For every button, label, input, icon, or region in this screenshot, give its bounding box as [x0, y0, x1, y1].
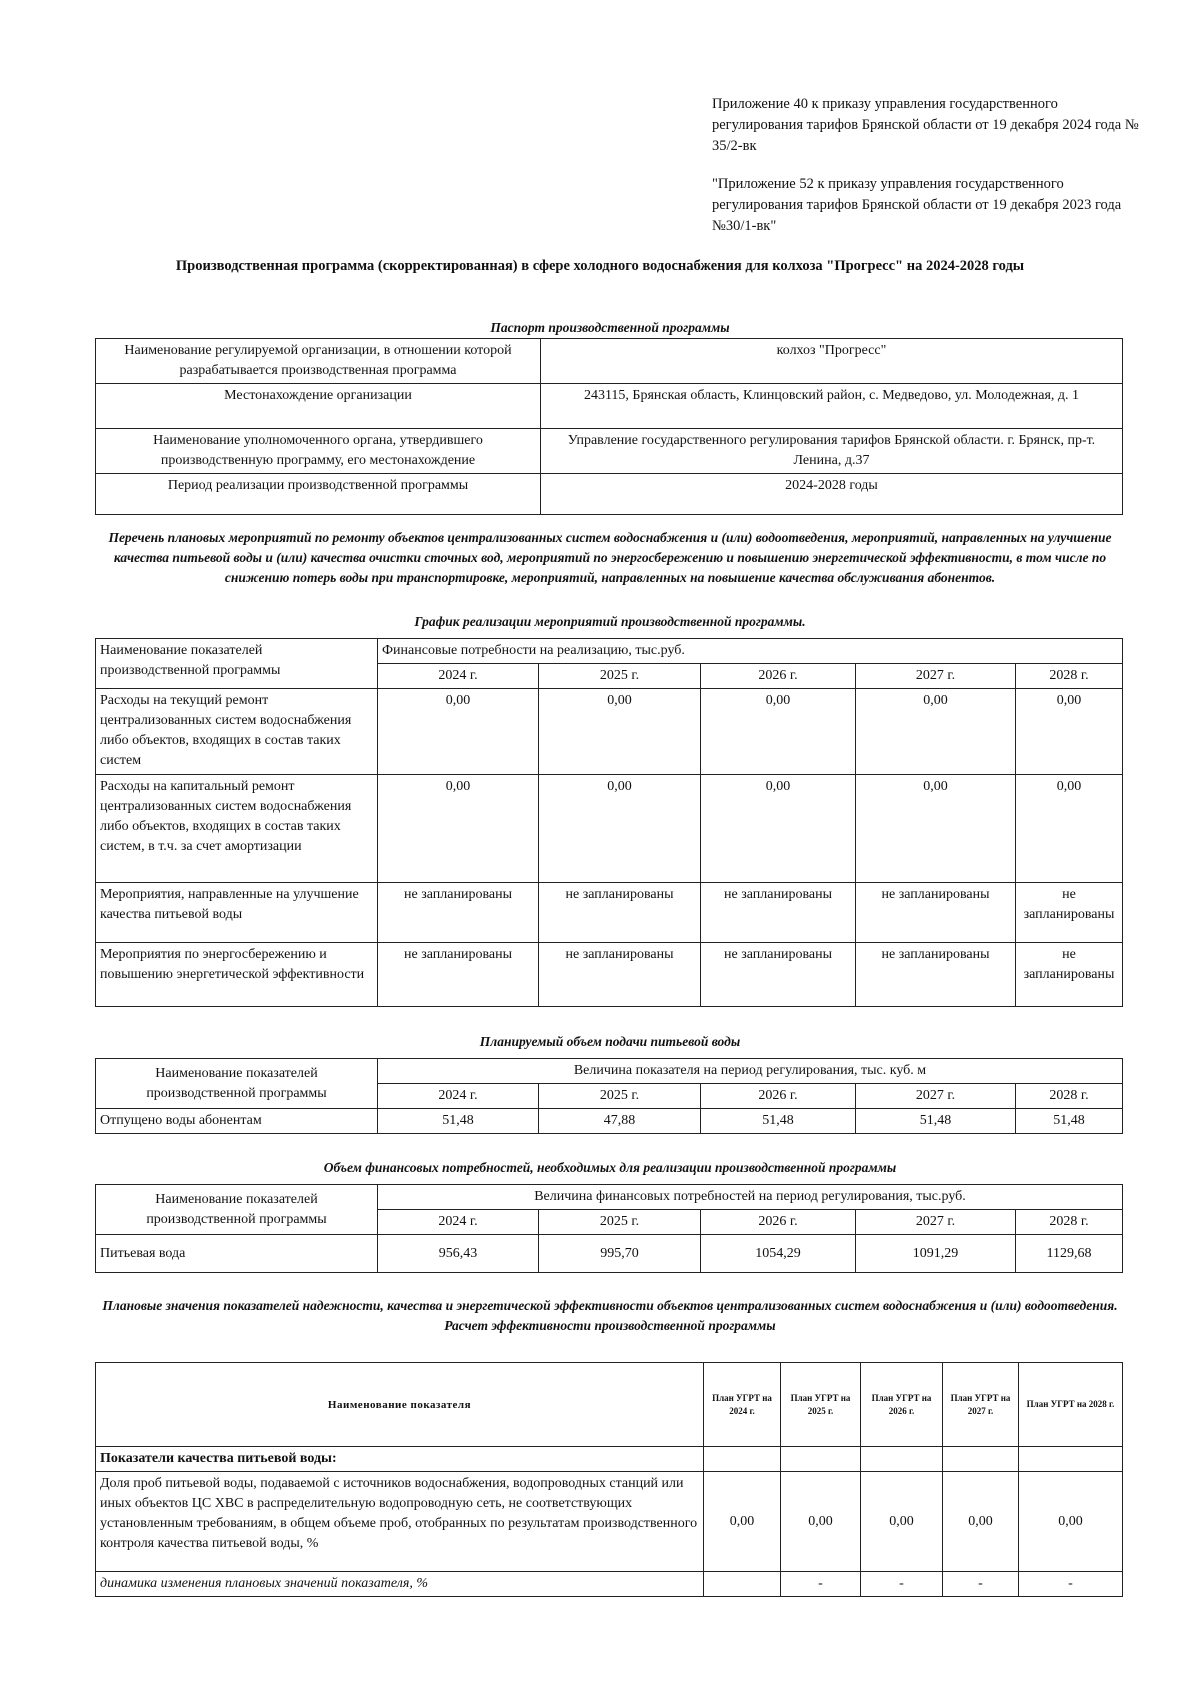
passport-caption: Паспорт производственной программы: [490, 320, 730, 335]
schedule-col-label: Наименование показателей производственной программы: [96, 639, 378, 689]
year-header: 2028 г.: [1016, 1084, 1123, 1109]
cell-value: 0,00: [378, 689, 539, 775]
passport-label: Местонахождение организации: [96, 384, 541, 429]
row-label: Мероприятия по энергосбережению и повышению энергетической эффективности: [96, 943, 378, 1007]
year-header: 2024 г.: [378, 664, 539, 689]
table-row: [96, 429, 1123, 474]
cell-value: -: [861, 1572, 943, 1597]
table-row: [96, 1472, 1123, 1572]
passport-value: Управление государственного регулирования тарифов Брянской области. г. Брянск, пр-т. Ленина, д.37: [541, 429, 1123, 474]
volume-caption: Планируемый объем подачи питьевой воды: [479, 1034, 741, 1049]
passport-table: [95, 338, 1123, 515]
finance-group-header: Величина финансовых потребностей на период регулирования, тыс.руб.: [378, 1185, 1123, 1210]
schedule-table: [95, 638, 1123, 1007]
plan-header: План УГРТ на 2026 г.: [861, 1363, 943, 1447]
cell-value: 51,48: [1016, 1109, 1123, 1134]
efficiency-caption: [95, 1296, 1125, 1336]
year-header: 2024 г.: [378, 1084, 539, 1109]
table-row: [96, 384, 1123, 429]
table-row: [96, 689, 1123, 775]
year-header: 2026 г.: [701, 1084, 856, 1109]
passport-value: колхоз "Прогресс": [541, 339, 1123, 384]
cell-value: 0,00: [781, 1472, 861, 1572]
row-label: динамика изменения плановых значений показателя, %: [96, 1572, 704, 1597]
table-row: [96, 1235, 1123, 1273]
cell-value: -: [781, 1572, 861, 1597]
row-label: Мероприятия, направленные на улучшение качества питьевой воды: [96, 883, 378, 943]
cell-value: -: [943, 1572, 1019, 1597]
table-row: [96, 1109, 1123, 1134]
cell-value: [704, 1572, 781, 1597]
cell-value: не запланированы: [856, 883, 1016, 943]
row-label: Питьевая вода: [96, 1235, 378, 1273]
cell-value: не запланированы: [1016, 943, 1123, 1007]
year-header: 2024 г.: [378, 1210, 539, 1235]
cell-value: не запланированы: [378, 943, 539, 1007]
year-header: 2027 г.: [856, 1084, 1016, 1109]
year-header: 2028 г.: [1016, 1210, 1123, 1235]
cell-value: 1091,29: [856, 1235, 1016, 1273]
passport-value: 2024-2028 годы: [541, 474, 1123, 515]
plan-header: План УГРТ на 2028 г.: [1019, 1363, 1123, 1447]
efficiency-header-label: Наименование показателя: [96, 1363, 704, 1447]
appendix-line-2: "Приложение 52 к приказу управления государственного регулирования тарифов Брянской области от 19 декабря 2023 года №30/1-вк": [712, 176, 1122, 234]
year-header: 2027 г.: [856, 1210, 1016, 1235]
year-header: 2025 г.: [539, 1084, 701, 1109]
passport-label: Наименование регулируемой организации, в отношении которой разрабатывается производственная программа: [96, 339, 541, 384]
cell-value: 0,00: [861, 1472, 943, 1572]
cell-value: не запланированы: [539, 883, 701, 943]
table-row: [96, 639, 1123, 664]
cell-value: 0,00: [1019, 1472, 1123, 1572]
cell-value: 0,00: [856, 689, 1016, 775]
cell-value: 0,00: [704, 1472, 781, 1572]
table-row: [96, 1059, 1123, 1084]
cell-value: 0,00: [701, 689, 856, 775]
table-row: [96, 943, 1123, 1007]
cell-value: 1054,29: [701, 1235, 856, 1273]
finance-caption: Объем финансовых потребностей, необходимых для реализации производственной программы: [323, 1160, 897, 1175]
cell-value: 51,48: [701, 1109, 856, 1134]
cell-value: 0,00: [701, 775, 856, 883]
table-row: [96, 1185, 1123, 1210]
cell-value: не запланированы: [539, 943, 701, 1007]
cell-value: 0,00: [378, 775, 539, 883]
cell-value: 51,48: [856, 1109, 1016, 1134]
cell-value: не запланированы: [701, 883, 856, 943]
schedule-caption: График реализации мероприятий производственной программы.: [414, 614, 806, 629]
table-row: [96, 339, 1123, 384]
table-row: [96, 883, 1123, 943]
measures-caption: Перечень плановых мероприятий по ремонту объектов централизованных систем водоснабжения и (или) водоотведения, мероприятий, направленных на улучшение качества питьевой воды и (или) качества очистки сточных вод, мероприятий по энергосбережению и повышению энергетической эффективности, в том числе по снижению потерь воды при транспортировке, мероприятий, направленных на повышение качества обслуживания абонентов.: [108, 530, 1112, 585]
year-header: 2027 г.: [856, 664, 1016, 689]
schedule-group-header: Финансовые потребности на реализацию, тыс.руб.: [378, 639, 1123, 664]
finance-table: [95, 1184, 1123, 1273]
cell-value: -: [1019, 1572, 1123, 1597]
efficiency-caption-1: Плановые значения показателей надежности, качества и энергетической эффективности объектов централизованных систем водоснабжения и (или) водоотведения.: [102, 1298, 1118, 1313]
cell-value: 47,88: [539, 1109, 701, 1134]
appendix-line-1: Приложение 40 к приказу управления государственного регулирования тарифов Брянской области от 19 декабря 2024 года № 35/2-вк: [712, 96, 1139, 154]
passport-value: 243115, Брянская область, Клинцовский район, с. Медведово, ул. Молодежная, д. 1: [541, 384, 1123, 429]
table-row: [96, 1572, 1123, 1597]
cell-value: не запланированы: [1016, 883, 1123, 943]
appendix-block: [712, 94, 1152, 254]
row-label: Расходы на текущий ремонт централизованных систем водоснабжения либо объектов, входящих в состав таких систем: [96, 689, 378, 775]
efficiency-table: [95, 1362, 1123, 1597]
cell-value: 0,00: [539, 775, 701, 883]
page-title: Производственная программа (скорректированная) в сфере холодного водоснабжения для колхоза "Прогресс" на 2024-2028 годы: [175, 258, 1025, 274]
plan-header: План УГРТ на 2025 г.: [781, 1363, 861, 1447]
passport-label: Наименование уполномоченного органа, утвердившего производственную программу, его местонахождение: [96, 429, 541, 474]
table-row: [96, 775, 1123, 883]
year-header: 2026 г.: [701, 1210, 856, 1235]
plan-header: План УГРТ на 2027 г.: [943, 1363, 1019, 1447]
plan-header: План УГРТ на 2024 г.: [704, 1363, 781, 1447]
table-row: [96, 1363, 1123, 1447]
cell-value: 956,43: [378, 1235, 539, 1273]
section-header: Показатели качества питьевой воды:: [96, 1447, 704, 1472]
table-row: [96, 1447, 1123, 1472]
cell-value: 0,00: [1016, 775, 1123, 883]
volume-group-header: Величина показателя на период регулирования, тыс. куб. м: [378, 1059, 1123, 1084]
row-label: Отпущено воды абонентам: [96, 1109, 378, 1134]
cell-value: 0,00: [943, 1472, 1019, 1572]
volume-col-label: Наименование показателей производственной программы: [96, 1059, 378, 1109]
cell-value: 0,00: [1016, 689, 1123, 775]
row-label: Доля проб питьевой воды, подаваемой с источников водоснабжения, водопроводных станций или иных объектов ЦС ХВС в распределительную водопроводную сеть, не соответствующих установленным требованиям, в общем объеме проб, отобранных по результатам производственного контроля качества питьевой воды, %: [96, 1472, 704, 1572]
passport-label: Период реализации производственной программы: [96, 474, 541, 515]
cell-value: не запланированы: [856, 943, 1016, 1007]
efficiency-caption-2: Расчет эффективности производственной программы: [444, 1318, 776, 1333]
cell-value: 0,00: [539, 689, 701, 775]
cell-value: не запланированы: [378, 883, 539, 943]
year-header: 2028 г.: [1016, 664, 1123, 689]
cell-value: 0,00: [856, 775, 1016, 883]
table-row: [96, 474, 1123, 515]
volume-table: [95, 1058, 1123, 1134]
cell-value: не запланированы: [701, 943, 856, 1007]
cell-value: 995,70: [539, 1235, 701, 1273]
row-label: Расходы на капитальный ремонт централизованных систем водоснабжения либо объектов, входящих в состав таких систем, в т.ч. за счет амортизации: [96, 775, 378, 883]
year-header: 2026 г.: [701, 664, 856, 689]
year-header: 2025 г.: [539, 1210, 701, 1235]
finance-col-label: Наименование показателей производственной программы: [96, 1185, 378, 1235]
cell-value: 1129,68: [1016, 1235, 1123, 1273]
cell-value: 51,48: [378, 1109, 539, 1134]
year-header: 2025 г.: [539, 664, 701, 689]
